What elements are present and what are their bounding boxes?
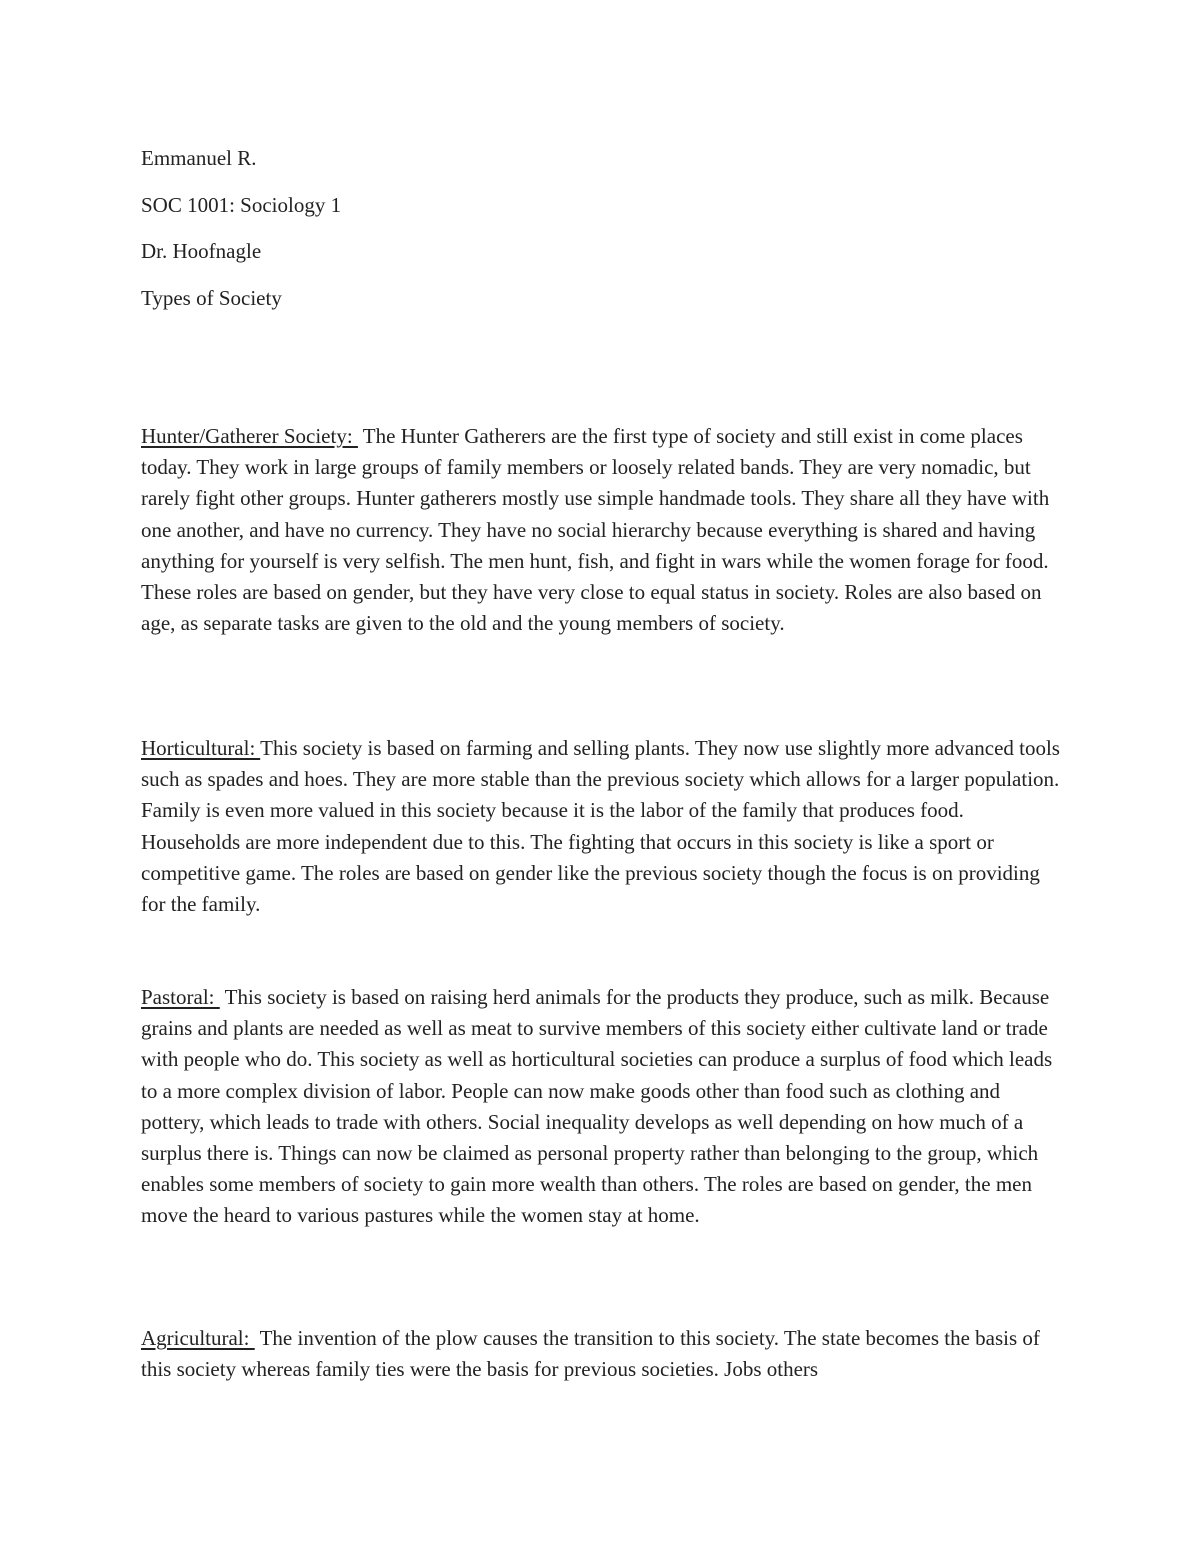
section-body: The Hunter Gatherers are the first type of society and still exist in come places today. They work in large groups of family members or loosely related bands. They are very nomadic, but rarely fight other groups. Hunter gatherers mostly use simple handmade tools. They share all they have with one another, and have no currency. They have no social hierarchy because everything is shared and having anything for yourself is very selfish. The men hunt, fish, and fight in wars while the women forage for food. These roles are based on gender, but they have very close to equal status in society. Roles are also based on age, as separate tasks are given to the old and the young members of society. bbox=[141, 424, 1050, 636]
section-heading: Pastoral: bbox=[141, 985, 220, 1009]
document-title: Types of Society bbox=[141, 285, 282, 310]
author-name: Emmanuel R. bbox=[141, 146, 257, 170]
section-heading: Hunter/Gatherer Society: bbox=[141, 424, 358, 448]
section-body: This society is based on raising herd animals for the products they produce, such as milk. Because grains and plants are needed as well as meat to survive members of this society either cultivate land or trade with people who do. This society as well as horticultural societies can produce a surplus of food which leads to a more complex division of labor. People can now make goods other than food such as clothing and pottery, which leads to trade with others. Social inequality develops as well depending on how much of a surplus there is. Things can now be claimed as personal property rather than belonging to the group, which enables some members of society to gain more wealth than others. The roles are based on gender, the men move the heard to various pastures while the women stay at home. bbox=[141, 985, 1053, 1228]
section-heading: Horticultural: bbox=[141, 736, 261, 760]
instructor-name: Dr. Hoofnagle bbox=[141, 239, 262, 263]
section-heading: Agricultural: bbox=[141, 1326, 255, 1350]
section-agricultural bbox=[141, 1323, 1066, 1385]
section-hunter-gatherer bbox=[141, 421, 1066, 639]
section-pastoral bbox=[141, 982, 1066, 1232]
document-header bbox=[141, 143, 1061, 329]
course-name: SOC 1001: Sociology 1 bbox=[141, 192, 342, 217]
section-body: The invention of the plow causes the transition to this society. The state becomes the basis of this society whereas family ties were the basis for previous societies. Jobs others bbox=[141, 1326, 1040, 1382]
section-horticultural bbox=[141, 733, 1066, 920]
section-body: This society is based on farming and selling plants. They now use slightly more advanced tools such as spades and hoes. They are more stable than the previous society which allows for a larger population. Family is even more valued in this society because it is the labor of the family that produces food. Households are more independent due to this. The fighting that occurs in this society is like a sport or competitive game. The roles are based on gender like the previous society though the focus is on providing for the family. bbox=[141, 736, 1060, 917]
